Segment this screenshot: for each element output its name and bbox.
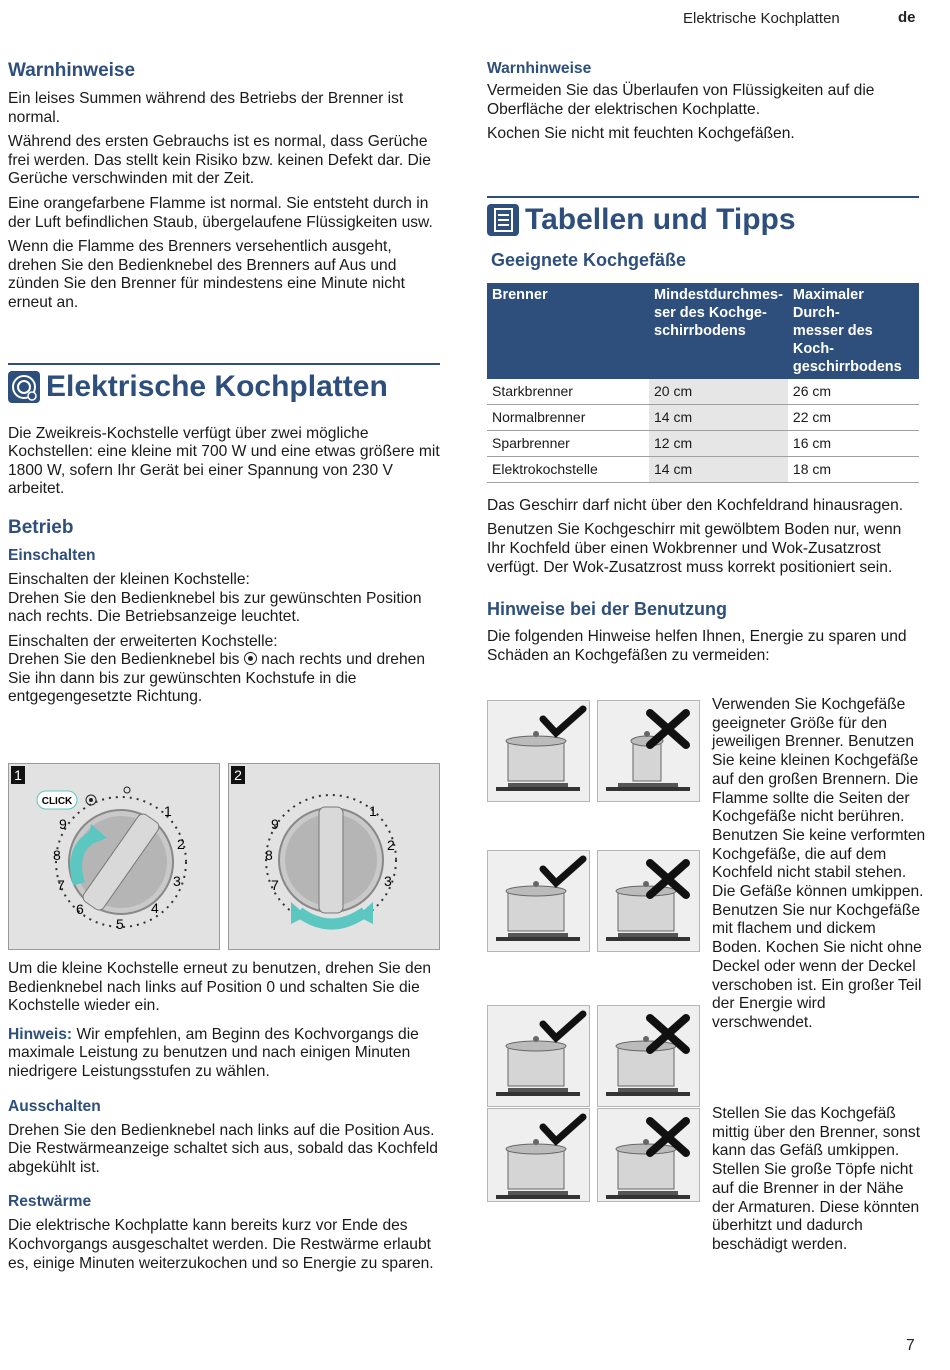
dial-number-4: 4: [151, 900, 159, 916]
hotplate-icon: [8, 371, 40, 403]
right-column: [487, 60, 919, 671]
table-row: [487, 379, 919, 405]
incorrect-pot-illustration: [597, 700, 700, 802]
dial-number-8: 8: [53, 847, 61, 863]
right-warning-paragraph-2: Kochen Sie nicht mit feuchten Kochgefäßen.: [487, 125, 795, 143]
dial-number-3: 3: [173, 873, 181, 889]
hint-label: Hinweis:: [8, 1025, 73, 1043]
usage-hints-intro: Die folgenden Hinweise helfen Ihnen, Energie zu sparen und Schäden an Kochgefäßen zu vermeiden:: [487, 628, 907, 664]
section-title: Elektrische Kochplatten: [46, 369, 388, 403]
section-heading-tables: [487, 196, 919, 238]
usage-hints-heading: Hinweise bei der Benutzung: [487, 599, 728, 620]
after-table-paragraph-2: Benutzen Sie Kochgeschirr mit gewölbtem Boden nur, wenn Ihr Kochfeld über einen Wokbrenner und Wok-Zusatzrost verfügt. Der Wok-Zusatzrost muss korrekt positioniert sein.: [487, 521, 902, 576]
warning-paragraph-1: Ein leises Summen während des Betriebs der Brenner ist normal.: [8, 90, 404, 126]
operation-heading: Betrieb: [8, 516, 74, 538]
table-cell: 12 cm: [649, 430, 788, 456]
hint-paragraph: [8, 1026, 440, 1082]
language-code: de: [898, 9, 916, 26]
switch-on-text-a: Einschalten der erweiterten Kochstelle: Drehen Sie den Bedienknebel bis: [8, 632, 278, 669]
residual-heat-paragraph: Die elektrische Kochplatte kann bereits kurz vor Ende des Kochvorgangs ausgeschaltet werden. Die Restwärme erlaubt es, einige Minuten weiterzukochen und so Energie zu sparen.: [8, 1217, 434, 1272]
document-list-icon: [487, 204, 519, 236]
switch-on-paragraph-1: Einschalten der kleinen Kochstelle: Drehen Sie den Bedienknebel bis zur gewünschten Position nach rechts. Die Betriebsanzeige leuchtet.: [8, 570, 422, 626]
dial-number-9: 9: [271, 816, 279, 832]
dial-number-3: 3: [384, 873, 392, 889]
dial-number-8: 8: [265, 847, 273, 863]
warning-paragraph-3: Eine orangefarbene Flamme ist normal. Sie entsteht durch in der Luft befindlichen Staub, übergelaufene Flüssigkeiten usw.: [8, 194, 433, 231]
correct-pot-illustration: [487, 850, 590, 952]
table-header-min-diameter: Mindestdurchmes- ser des Kochge- schirrbodens: [649, 283, 788, 379]
table-cell: 14 cm: [649, 456, 788, 482]
table-cell: 16 cm: [788, 430, 919, 456]
figure-knob-1: [8, 763, 220, 950]
knob-diagram-1: [9, 764, 219, 949]
dial-number-7: 7: [57, 877, 65, 893]
right-warning-paragraph-1: Vermeiden Sie das Überlaufen von Flüssigkeiten auf die Oberfläche der elektrischen Kochplatte.: [487, 82, 875, 118]
after-figure-paragraph: Um die kleine Kochstelle erneut zu benutzen, drehen Sie den Bedienknebel nach links auf Position 0 und schalten Sie die Kochstelle wieder ein.: [8, 960, 432, 1015]
table-header-burner: Brenner: [487, 283, 649, 379]
switch-on-heading: Einschalten: [8, 546, 96, 564]
table-cell: 20 cm: [649, 379, 788, 405]
dial-number-1: 1: [164, 803, 172, 819]
warnings-heading: Warnhinweise: [8, 60, 136, 81]
dial-number-2: 2: [387, 837, 395, 853]
double-circle-icon: [244, 652, 257, 665]
dial-number-6: 6: [76, 901, 84, 917]
left-column-lower: [8, 960, 440, 1279]
incorrect-pot-illustration: [597, 1005, 700, 1107]
residual-heat-heading: Restwärme: [8, 1193, 92, 1211]
after-table-paragraph-1: Das Geschirr darf nicht über den Kochfeldrand hinausragen.: [487, 496, 904, 514]
switch-on-text-b: nach rechts und drehen Sie ihn dann bis zur gewünschten Kochstufe in die entgegengesetzte Richtung.: [8, 651, 425, 706]
tips-text: [712, 696, 927, 1039]
table-row: [487, 430, 919, 456]
switch-on-paragraph-2: [8, 633, 440, 707]
switch-off-paragraph: Drehen Sie den Bedienknebel nach links auf die Position Aus. Die Restwärmeanzeige schaltet sich aus, sobald das Kochfeld abgekühlt ist.: [8, 1121, 438, 1176]
incorrect-pot-illustration: [597, 850, 700, 952]
right-warnings-heading: Warnhinweise: [487, 60, 592, 77]
cookware-table: [487, 283, 919, 483]
tips-paragraph-2: Stellen Sie das Kochgefäß mittig über den Brenner, sonst kann das Gefäß umkippen. Stellen Sie große Töpfe nicht auf die Brenner in der Nähe der Armaturen. Diese könnten überhitzt und dadurch beschädigt werden.: [712, 1105, 921, 1253]
tips-paragraph-1: Verwenden Sie Kochgefäße geeigneter Größe für den jeweiligen Brenner. Benutzen Sie keine kleinen Kochgefäße auf den großen Brennern. Die Flamme sollte die Seiten der Kochgefäße nicht berühren. Benutzen Sie keine verformten Kochgefäße, die auf dem Kochfeld nicht stabil stehen. Die Gefäße können umkippen. Benutzen Sie nur Kochgefäße mit flachem und dickem Boden. Kochen Sie nicht ohne Deckel oder wenn der Deckel verschoben ist. Ein großer Teil der Energie wird verschwendet.: [712, 696, 926, 1031]
section-heading-electric-plates: [8, 363, 440, 405]
dial-number-1: 1: [369, 803, 377, 819]
knob-diagram-2: [229, 764, 439, 949]
table-cell: Normalbrenner: [487, 404, 649, 430]
incorrect-pot-illustration: [597, 1108, 700, 1202]
figure-2-label: 2: [234, 767, 242, 783]
correct-pot-illustration: [487, 700, 590, 802]
warning-paragraph-4: Wenn die Flamme des Brenners versehentlich ausgeht, drehen Sie den Bedienknebel des Brenners auf Aus und zünden Sie den Brenner für mindestens eine Minute nicht erneut an.: [8, 238, 406, 311]
table-row: [487, 456, 919, 482]
table-cell: Starkbrenner: [487, 379, 649, 405]
tips-text-2: [712, 1105, 927, 1261]
dial-number-2: 2: [177, 836, 185, 852]
figure-1-label: 1: [14, 767, 22, 783]
correct-pot-illustration: [487, 1005, 590, 1107]
table-cell: Sparbrenner: [487, 430, 649, 456]
table-cell: 18 cm: [788, 456, 919, 482]
table-header-max-diameter: Maximaler Durch- messer des Koch- geschirrbodens: [788, 283, 919, 379]
switch-off-heading: Ausschalten: [8, 1097, 101, 1115]
correct-pot-illustration: [487, 1108, 590, 1202]
section-title-tables: Tabellen und Tipps: [525, 202, 796, 236]
table-cell: 26 cm: [788, 379, 919, 405]
dial-number-5: 5: [116, 916, 124, 932]
warning-paragraph-2: Während des ersten Gebrauchs ist es normal, dass Gerüche frei werden. Das stellt kein Risiko bzw. keinen Defekt dar. Die Gerüche verschwinden mit der Zeit.: [8, 133, 431, 188]
table-cell: 22 cm: [788, 404, 919, 430]
dial-number-9: 9: [59, 816, 67, 832]
table-header-row: [487, 283, 919, 379]
page-number: 7: [906, 1337, 915, 1354]
figure-knob-2: [228, 763, 440, 950]
hint-text: Wir empfehlen, am Beginn des Kochvorgangs die maximale Leistung zu benutzen und nach einigen Minuten niedrigere Leistungsstufen zu wählen.: [8, 1025, 419, 1080]
suitable-cookware-heading: Geeignete Kochgefäße: [491, 249, 687, 270]
table-cell: Elektrokochstelle: [487, 456, 649, 482]
table-cell: 14 cm: [649, 404, 788, 430]
dial-number-7: 7: [271, 877, 279, 893]
click-label: CLICK: [41, 796, 73, 807]
left-column: [8, 60, 440, 713]
table-row: [487, 404, 919, 430]
running-header-title: Elektrische Kochplatten: [683, 10, 840, 27]
intro-paragraph: Die Zweikreis-Kochstelle verfügt über zwei mögliche Kochstellen: eine kleine mit 700 W und eine etwas größere mit 1800 W, sofern Ihr Gerät bei einer Spannung von 230 V arbeitet.: [8, 424, 440, 498]
